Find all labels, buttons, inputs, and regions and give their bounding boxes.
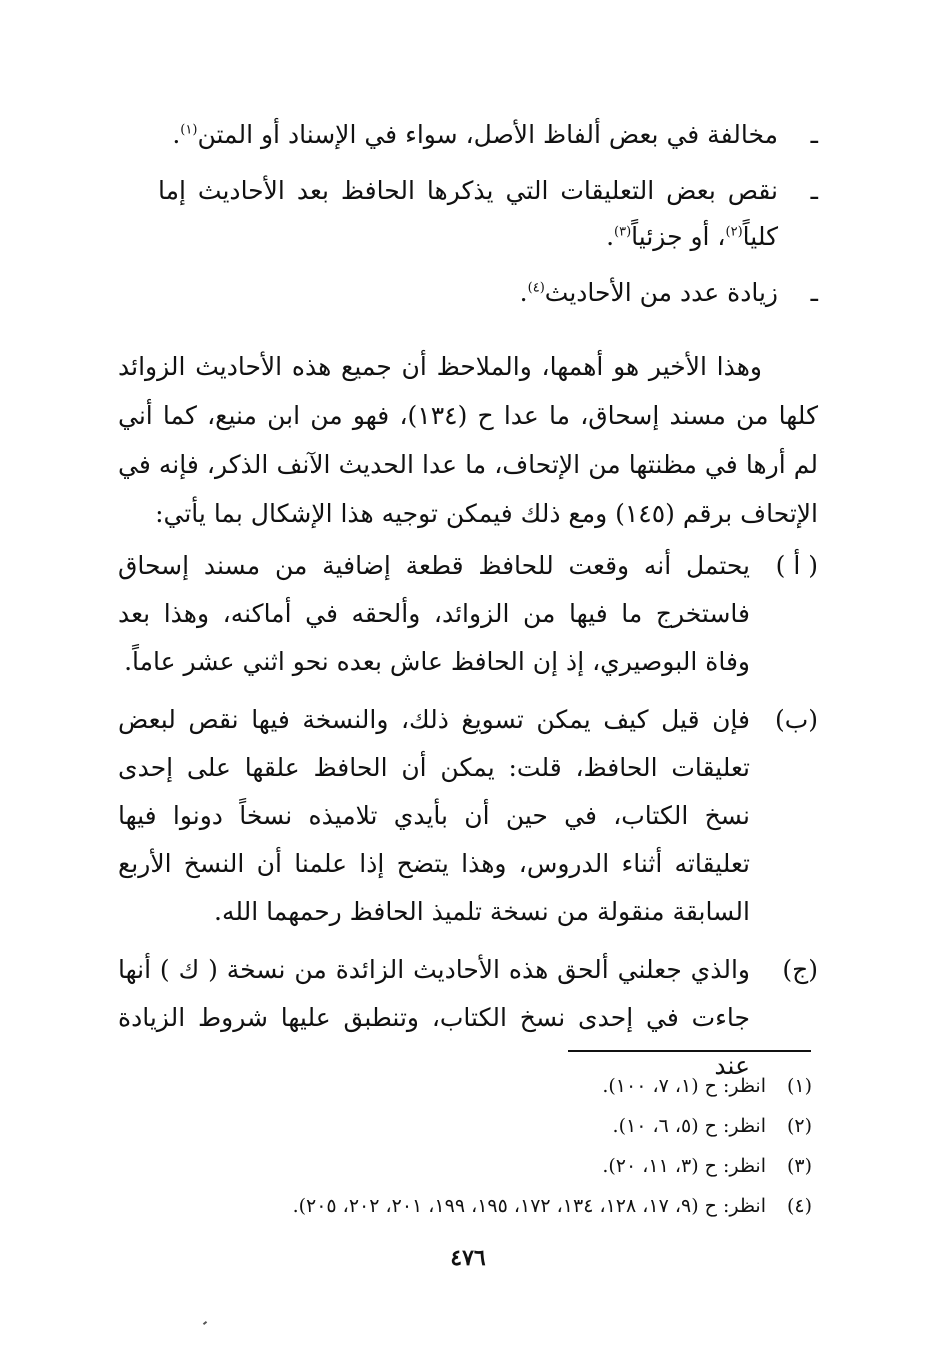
- bullet-dash: ـ: [810, 176, 818, 205]
- bullet-text: زيادة عدد من الأحاديث: [544, 278, 778, 307]
- footnote-divider: [568, 1050, 811, 1052]
- bullet-text: نقص بعض التعليقات التي يذكرها الحافظ بعد الأحاديث إما كلياً: [158, 176, 778, 251]
- lettered-item: [118, 696, 818, 936]
- footnote-number: (٤): [786, 1195, 812, 1217]
- footnote-text: انظر: ح (٣، ١١، ٢٠).: [602, 1155, 766, 1177]
- item-marker: ( أ ): [775, 551, 818, 580]
- bullet-dash: ـ: [810, 278, 818, 307]
- item-marker: (ج): [782, 955, 818, 984]
- item-text: يحتمل أنه وقعت للحافظ قطعة إضافية من مسند إسحاق فاستخرج ما فيها من الزوائد، وألحقه في أماكنه، وهذا بعد وفاة البوصيري، إذ إن الحافظ عاش بعده نحو اثني عشر عاماً.: [118, 551, 750, 676]
- footnote-text: انظر: ح (٥، ٦، ١٠).: [612, 1115, 766, 1137]
- footnote: [112, 1146, 812, 1186]
- item-text: والذي جعلني ألحق هذه الأحاديث الزائدة من نسخة ( ك ) أنها جاءت في إحدى نسخ الكتاب، وتنطبق عليها شروط الزيادة عند: [118, 955, 750, 1080]
- bullet-punct: .: [172, 120, 181, 149]
- footnote: [112, 1186, 812, 1226]
- footnote: [112, 1066, 812, 1106]
- body-paragraph: وهذا الأخير هو أهمها، والملاحظ أن جميع هذه الأحاديث الزوائد كلها من مسند إسحاق، ما عدا ح (١٣٤)، فهو من ابن منيع، كما أني لم أرها في مظنتها من الإتحاف، ما عدا الحديث الآنف الذكر، فإنه في الإتحاف برقم (١٤٥) ومع ذلك فيمكن توجيه هذا الإشكال بما يأتي:: [118, 352, 818, 528]
- footnote-ref: (٤): [527, 280, 545, 296]
- bullet-item: [158, 270, 818, 316]
- lettered-item: [118, 542, 818, 686]
- lettered-list: [118, 542, 818, 1100]
- footnotes: [112, 1066, 812, 1226]
- footnote-text: انظر: ح (٩، ١٧، ١٢٨، ١٣٤، ١٧٢، ١٩٥، ١٩٩، ٢٠١، ٢٠٢، ٢٠٥).: [292, 1195, 766, 1217]
- footnote-ref: (١): [180, 122, 198, 138]
- item-marker: (ب): [774, 705, 818, 734]
- footnote-text: انظر: ح (١، ٧، ١٠٠).: [602, 1075, 766, 1097]
- scan-speck: [203, 1321, 207, 1325]
- bullet-item: [158, 168, 818, 260]
- page-number: ٤٧٦: [450, 1245, 486, 1271]
- bullet-dash: ـ: [810, 120, 818, 149]
- bullet-list: [158, 112, 818, 326]
- bullet-item: [158, 112, 818, 158]
- item-text: فإن قيل كيف يمكن تسويغ ذلك، والنسخة فيها نقص لبعض تعليقات الحافظ، قلت: يمكن أن الحافظ علقها على إحدى نسخ الكتاب، في حين أن بأيدي تلاميذه نسخاً دونوا فيها تعليقاته أثناء الدروس، وهذا يتضح إذا علمنا أن النسخ الأربع السابقة منقولة من نسخة تلميذ الحافظ رحمهما الله.: [118, 705, 750, 926]
- footnote: [112, 1106, 812, 1146]
- footnote-number: (٢): [786, 1115, 812, 1137]
- bullet-punct: .: [606, 222, 615, 251]
- bullet-punct: .: [519, 278, 528, 307]
- bullet-text: مخالفة في بعض ألفاظ الأصل، سواء في الإسناد أو المتن: [197, 120, 778, 149]
- bullet-text-continued: ، أو جزئياً: [631, 222, 726, 251]
- footnote-number: (٣): [786, 1155, 812, 1177]
- footnote-ref: (٣): [614, 224, 632, 240]
- footnote-ref: (٢): [725, 224, 743, 240]
- footnote-number: (١): [786, 1075, 812, 1097]
